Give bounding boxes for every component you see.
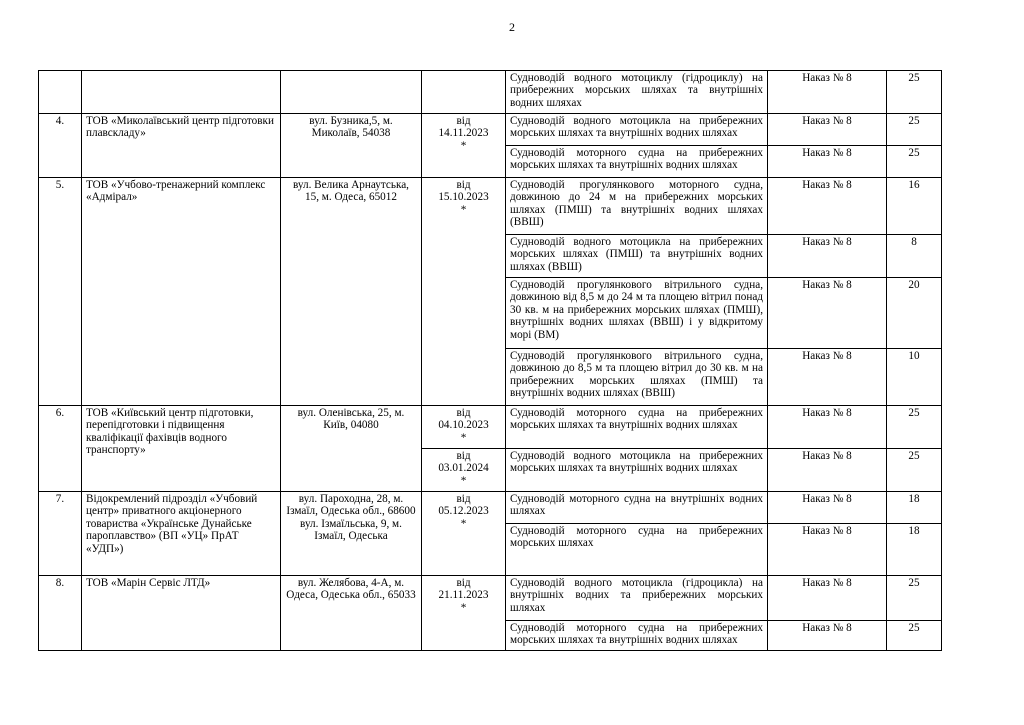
order-cell: Наказ № 8 [768, 235, 887, 278]
order-cell: Наказ № 8 [768, 349, 887, 406]
date-label: від [456, 179, 471, 191]
table-row [39, 178, 942, 235]
date-value: 14.11.2023 [438, 127, 489, 140]
entry-address: вул. Велика Арнаутська, 15, м. Одеса, 65012 [281, 178, 422, 406]
registry-table [38, 70, 942, 651]
table-row [39, 576, 942, 621]
quantity-cell: 25 [887, 71, 942, 114]
date-mark: * [460, 517, 467, 530]
order-cell: Наказ № 8 [768, 71, 887, 114]
course-cell: Судноводій прогулянкового вітрильного судна, довжиною до 8,5 м та площею вітрил до 30 кв. м на прибережних морських шляхах (ПМШ) та внутрішніх водних шляхах (ВВШ) [506, 349, 768, 406]
entry-date [422, 406, 506, 449]
course-cell: Судноводій водного мотоциклу (гідроциклу) на прибережних морських шляхах та внутрішніх водних шляхах [506, 71, 768, 114]
order-cell: Наказ № 8 [768, 114, 887, 146]
entry-date-cell [422, 71, 506, 114]
course-cell: Судноводій прогулянкового вітрильного судна, довжиною від 8,5 м до 24 м та площею вітрил понад 30 кв. м на прибережних морських шляхах (ПМШ), внутрішніх водних шляхах (ВВШ) і у відкритому морі (ВМ) [506, 278, 768, 349]
course-cell: Судноводій прогулянкового моторного судна, довжиною до 24 м на прибережних морських шляхах (ПМШ) та внутрішніх водних шляхах (ВВШ) [506, 178, 768, 235]
quantity-cell: 10 [887, 349, 942, 406]
course-cell: Судноводій водного мотоцикла на прибережних морських шляхах та внутрішніх водних шляхах [506, 449, 768, 492]
date-value: 05.12.2023 [438, 505, 489, 518]
entry-name: ТОВ «Марін Сервіс ЛТД» [82, 576, 281, 651]
date-label: від [456, 115, 471, 127]
course-cell: Судноводій водного мотоцикла на прибережних морських шляхах та внутрішніх водних шляхах [506, 114, 768, 146]
entry-name: Відокремлений підрозділ «Учбовий центр» приватного акціонерного товариства «Українське Дунайське пароплавство» (ВП «УЦ» ПрАТ «УДП») [82, 492, 281, 576]
course-cell: Судноводій водного мотоцикла (гідроцикла) на внутрішніх водних та прибережних морських шляхах [506, 576, 768, 621]
entry-number: 4. [39, 114, 82, 178]
date-value: 21.11.2023 [438, 589, 489, 602]
quantity-cell: 16 [887, 178, 942, 235]
order-cell: Наказ № 8 [768, 492, 887, 524]
course-cell: Судноводій моторного судна на внутрішніх водних шляхах [506, 492, 768, 524]
order-cell: Наказ № 8 [768, 576, 887, 621]
date-mark: * [460, 203, 467, 216]
quantity-cell: 25 [887, 449, 942, 492]
course-cell: Судноводій моторного судна на прибережних морських шляхах та внутрішніх водних шляхах [506, 621, 768, 651]
entry-address: вул. Пароходна, 28, м. Ізмаїл, Одеська обл., 68600 вул. Ізмаїльська, 9, м. Ізмаїл, Одеська [281, 492, 422, 576]
entry-address-cell [281, 71, 422, 114]
order-cell: Наказ № 8 [768, 406, 887, 449]
date-value: 04.10.2023 [438, 419, 489, 432]
quantity-cell: 25 [887, 576, 942, 621]
quantity-cell: 18 [887, 492, 942, 524]
course-cell: Судноводій моторного судна на прибережних морських шляхах та внутрішніх водних шляхах [506, 146, 768, 178]
quantity-cell: 8 [887, 235, 942, 278]
order-cell: Наказ № 8 [768, 524, 887, 576]
course-cell: Судноводій моторного судна на прибережних морських шляхах та внутрішніх водних шляхах [506, 406, 768, 449]
entry-date [422, 114, 506, 178]
quantity-cell: 25 [887, 146, 942, 178]
entry-number-cell [39, 71, 82, 114]
date-mark: * [460, 601, 467, 614]
order-cell: Наказ № 8 [768, 278, 887, 349]
entry-number: 6. [39, 406, 82, 492]
entry-name: ТОВ «Учбово-тренажерний комплекс «Адмірал» [82, 178, 281, 406]
date-label: від [456, 493, 471, 505]
date-value: 15.10.2023 [438, 191, 489, 204]
quantity-cell: 25 [887, 621, 942, 651]
entry-date [422, 449, 506, 492]
date-label: від [456, 407, 471, 419]
entry-name: ТОВ «Миколаївський центр підготовки плавскладу» [82, 114, 281, 178]
entry-number: 7. [39, 492, 82, 576]
date-value: 03.01.2024 [438, 462, 489, 475]
registry-table-body [39, 71, 942, 651]
entry-date [422, 178, 506, 406]
entry-number: 5. [39, 178, 82, 406]
date-label: від [456, 450, 471, 462]
course-cell: Судноводій моторного судна на прибережних морських шляхах [506, 524, 768, 576]
entry-date [422, 576, 506, 651]
entry-address: вул. Бузника,5, м. Миколаїв, 54038 [281, 114, 422, 178]
table-row [39, 492, 942, 524]
order-cell: Наказ № 8 [768, 178, 887, 235]
quantity-cell: 18 [887, 524, 942, 576]
page-number: 2 [509, 20, 515, 34]
date-mark: * [460, 139, 467, 152]
table-row [39, 406, 942, 449]
entry-date [422, 492, 506, 576]
order-cell: Наказ № 8 [768, 449, 887, 492]
order-cell: Наказ № 8 [768, 621, 887, 651]
entry-address: вул. Оленівська, 25, м. Київ, 04080 [281, 406, 422, 492]
date-mark: * [460, 431, 467, 444]
table-row [39, 114, 942, 146]
quantity-cell: 25 [887, 114, 942, 146]
continuation-row [39, 71, 942, 114]
order-cell: Наказ № 8 [768, 146, 887, 178]
quantity-cell: 25 [887, 406, 942, 449]
course-cell: Судноводій водного мотоцикла на прибережних морських шляхах (ПМШ) та внутрішніх водних шляхах (ВВШ) [506, 235, 768, 278]
entry-name: ТОВ «Київський центр підготовки, перепідготовки і підвищення кваліфікації фахівців водного транспорту» [82, 406, 281, 492]
date-mark: * [460, 474, 467, 487]
date-label: від [456, 577, 471, 589]
entry-name-cell [82, 71, 281, 114]
entry-number: 8. [39, 576, 82, 651]
quantity-cell: 20 [887, 278, 942, 349]
entry-address: вул. Желябова, 4-А, м. Одеса, Одеська обл., 65033 [281, 576, 422, 651]
